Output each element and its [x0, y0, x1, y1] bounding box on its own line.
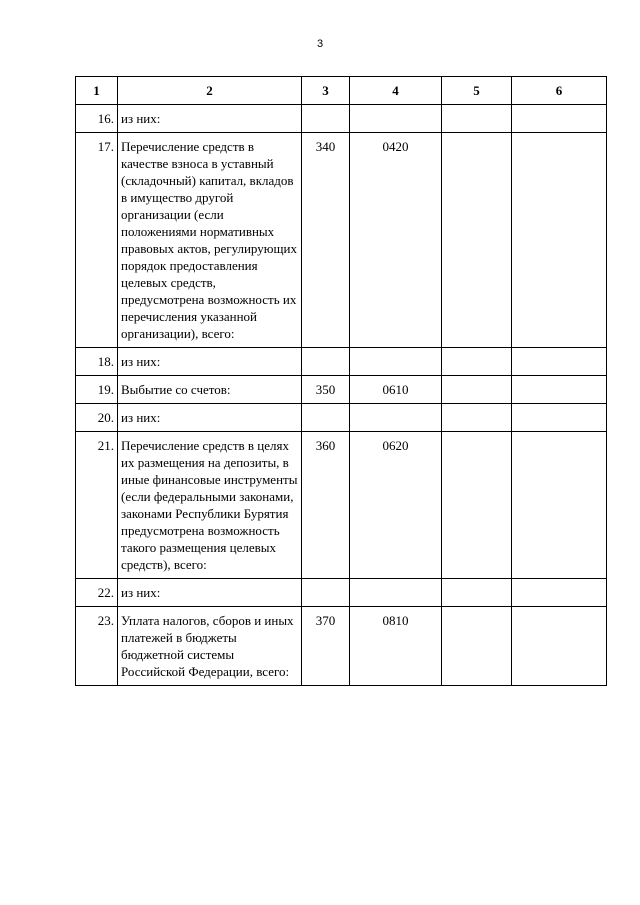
row-col-6 [512, 105, 607, 133]
row-kbk-code [350, 348, 442, 376]
row-description: Перечисление средств в целях их размещения на депозиты, в иные финансовые инструменты (если федеральными законами, законами Республики Бурятия предусмотрена возможность такого размещения целевых средств), всего: [118, 432, 302, 579]
row-number: 20. [76, 404, 118, 432]
row-description: Перечисление средств в качестве взноса в уставный (складочный) капитал, вкладов в имущество другой организации (если положениями нормативных правовых актов, регулирующих порядок предоставления целевых средств, предусмотрена возможность их перечисления указанной организации), всего: [118, 133, 302, 348]
header-col-1: 1 [76, 77, 118, 105]
row-col-5 [442, 133, 512, 348]
row-col-6 [512, 404, 607, 432]
row-line-code [302, 105, 350, 133]
table-header-row [76, 77, 607, 105]
row-description: из них: [118, 579, 302, 607]
row-col-5 [442, 607, 512, 686]
row-col-5 [442, 579, 512, 607]
row-col-6 [512, 376, 607, 404]
row-description: из них: [118, 348, 302, 376]
row-line-code: 370 [302, 607, 350, 686]
row-col-6 [512, 348, 607, 376]
row-col-5 [442, 348, 512, 376]
row-number: 23. [76, 607, 118, 686]
table-row [76, 579, 607, 607]
row-line-code: 340 [302, 133, 350, 348]
header-col-3: 3 [302, 77, 350, 105]
header-col-6: 6 [512, 77, 607, 105]
row-number: 21. [76, 432, 118, 579]
row-kbk-code [350, 579, 442, 607]
table-row [76, 105, 607, 133]
row-kbk-code: 0810 [350, 607, 442, 686]
row-number: 22. [76, 579, 118, 607]
row-col-6 [512, 432, 607, 579]
table-row [76, 376, 607, 404]
page-number: 3 [316, 38, 324, 50]
row-description: из них: [118, 404, 302, 432]
row-line-code: 360 [302, 432, 350, 579]
table-row [76, 432, 607, 579]
row-number: 18. [76, 348, 118, 376]
row-kbk-code [350, 105, 442, 133]
row-kbk-code: 0610 [350, 376, 442, 404]
row-line-code [302, 404, 350, 432]
row-col-5 [442, 432, 512, 579]
row-kbk-code: 0420 [350, 133, 442, 348]
document-table [75, 76, 607, 686]
row-col-5 [442, 376, 512, 404]
row-number: 16. [76, 105, 118, 133]
header-col-2: 2 [118, 77, 302, 105]
row-col-6 [512, 133, 607, 348]
row-description: Выбытие со счетов: [118, 376, 302, 404]
row-line-code [302, 579, 350, 607]
row-kbk-code [350, 404, 442, 432]
row-col-5 [442, 105, 512, 133]
row-kbk-code: 0620 [350, 432, 442, 579]
table-row [76, 348, 607, 376]
row-col-6 [512, 579, 607, 607]
table-row [76, 607, 607, 686]
row-number: 17. [76, 133, 118, 348]
table-row [76, 404, 607, 432]
row-number: 19. [76, 376, 118, 404]
row-col-5 [442, 404, 512, 432]
row-description: из них: [118, 105, 302, 133]
row-col-6 [512, 607, 607, 686]
row-line-code [302, 348, 350, 376]
header-col-4: 4 [350, 77, 442, 105]
table-row [76, 133, 607, 348]
row-description: Уплата налогов, сборов и иных платежей в бюджеты бюджетной системы Российской Федерации, всего: [118, 607, 302, 686]
header-col-5: 5 [442, 77, 512, 105]
row-line-code: 350 [302, 376, 350, 404]
